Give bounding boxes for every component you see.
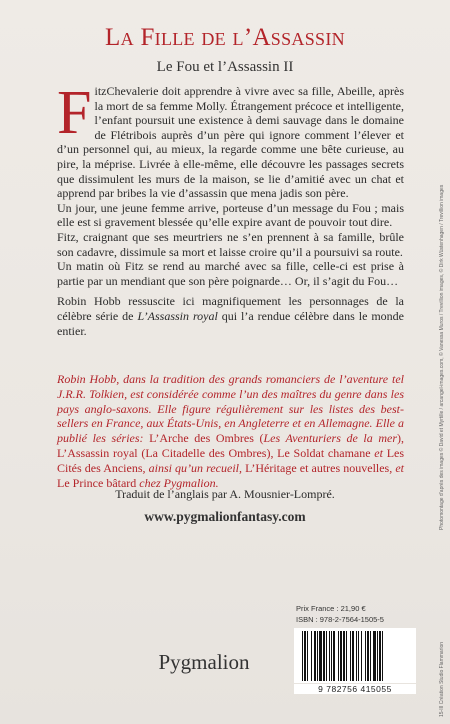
book-subtitle: Le Fou et l’Assassin II — [156, 59, 294, 75]
image-credit: Photomontage d’après des images © David et Myrtille / arcangel-images.com, © Vanessa Muros / Trevillion images, © Dirk Wüstenhagen / Trevillion images — [439, 184, 445, 530]
isbn-label: ISBN : 978-2-7564-1505-5 — [296, 615, 384, 624]
series-title: La Citadelle des Ombres — [145, 445, 267, 460]
series-title: Les Cités des Anciens — [57, 445, 405, 475]
synopsis-paragraph-2: Un jour, une jeune femme arrive, porteuse d’un message du Fou ; mais elle est si gravement blessée qu’elle expire avant de pouvoir tout dire. — [57, 200, 404, 230]
barcode-number: 9 782756 415055 — [294, 684, 416, 694]
series-title: Les Aventuriers de la mer — [263, 431, 397, 446]
series-title: L’Arche des Ombres — [149, 431, 254, 446]
series-title: L’Assassin royal — [137, 308, 218, 323]
price-label: Prix France : 21,90 € — [296, 604, 366, 613]
barcode-icon — [294, 628, 416, 683]
author-bio: Robin Hobb, dans la tradition des grands romanciers de l’aventure tel J.R.R. Tolkien, est considérée comme l’un des maîtres du genre dans les pays anglo-saxons. Elle figure régulièrement sur les listes des best-sellers en France, aux États-Unis, en Angleterre et en Allemagne. Elle a publié les séries: L’Arche des Ombres (Les Aventuriers de la mer), L’Assassin royal (La Citadelle des Ombres), Le Soldat chamane et Les Cités des Anciens, ainsi qu’un recueil, L’Héritage et autres nouvelles, et Le Prince bâtard chez Pygmalion. — [57, 372, 405, 490]
synopsis — [57, 79, 405, 338]
synopsis-paragraph-5: Robin Hobb ressuscite ici magnifiquement les personnages de la célèbre série de L’Assassin royal qui l’a rendue célèbre dans le monde entier. — [57, 294, 405, 338]
book-title: La Fille de l’Assassin — [105, 24, 345, 51]
studio-credit: 15-III Création Studio Flammarion — [439, 641, 445, 717]
synopsis-paragraph-3: Fitz, craignant que ses meurtriers ne s’en prennent à sa famille, brûle son cadavre, dissimule sa mort et laisse croire qu’il a poursuivi sa route. — [57, 229, 404, 259]
series-title: L’Héritage et autres nouvelles — [245, 460, 390, 475]
publisher-website: www.pygmalionfantasy.com — [144, 509, 306, 524]
series-title: Le Prince bâtard — [57, 475, 137, 490]
publisher-logo: Pygmalion — [158, 650, 250, 674]
series-title: Le Soldat chamane — [277, 445, 371, 460]
translator-credit: Traduit de l’anglais par A. Mousnier-Lompré. — [115, 487, 335, 501]
drop-cap: F — [57, 79, 92, 147]
synopsis-paragraph-4: Un matin où Fitz se rend au marché avec sa fille, celle-ci est prise à partie par un mendiant que son père poignarde… Or, il s’agit du Fou… — [57, 259, 404, 288]
synopsis-paragraph-1: FitzChevalerie doit apprendre à vivre avec sa fille, Abeille, après la mort de sa femme Molly. Étrangement précoce et intelligente, l’enfant poursuit une existence à demi sauvage dans le domaine de Flétribois auprès d’un père qui ignore comment l’élever et d’un personnel qui, au mieux, la regarde comme une bête curieuse, au pire, la méprise. Livrée à elle-même, elle découvre les passages secrets que dissimulent les murs de la maison, se lie d’amitié avec un chat et apprend par bribes la vie d’assassin que mena jadis son père. — [57, 79, 404, 201]
series-title: L’Assassin royal — [57, 445, 138, 460]
